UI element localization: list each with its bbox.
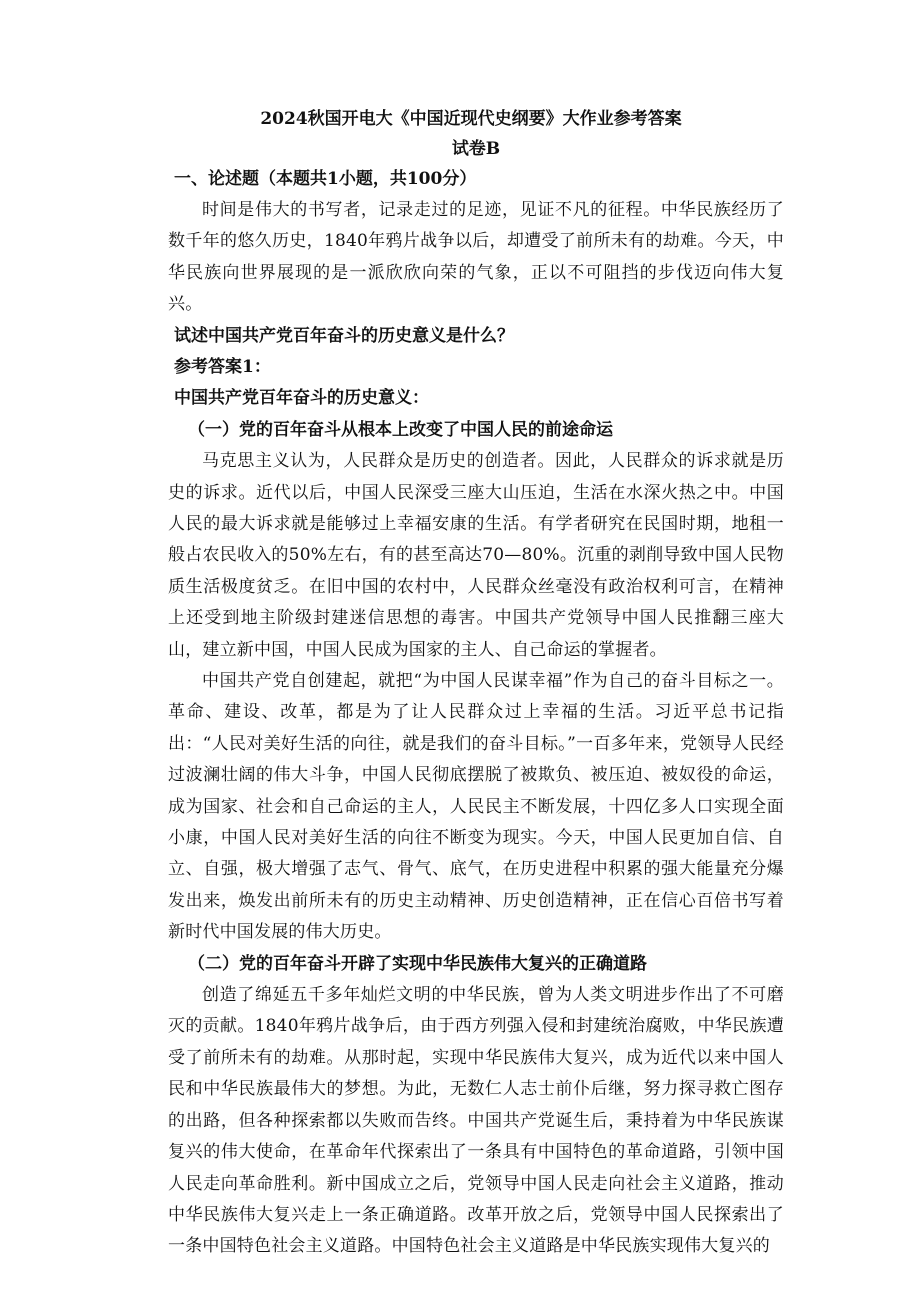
question-text: 试述中国共产党百年奋斗的历史意义是什么？ [174,325,514,346]
answer-label: 参考答案1： [174,357,271,378]
point2-paragraph-1: 创造了绵延五千多年灿烂文明的中华民族，曾为人类文明进步作出了不可磨灭的贡献。1840年鸦片战争后，由于西方列强入侵和封建统治腐败，中华民族遭受了前所未有的劫难。从那时起，实现中华民族伟大复兴，成为近代以来中国人民和中华民族最伟大的梦想。为此，无数仁人志士前仆后继，努力探寻救亡图存的出路，但各种探索都以失败而告终。中国共产党诞生后，秉持着为中华民族谋复兴的伟大使命，在革命年代探索出了一条具有中国特色的革命道路，引领中国人民走向革命胜利。新中国成立之后，党领导中国人民走向社会主义道路，推动中华民族伟大复兴走上一条正确道路。改革开放之后，党领导中国人民探索出了一条中国特色社会主义道路。中国特色社会主义道路是中华民族实现伟大复兴的 [168,985,784,1257]
point1-paragraph-2: 中国共产党自创建起，就把“为中国人民谋幸福”作为自己的奋斗目标之一。革命、建设、改革，都是为了让人民群众过上幸福的生活。习近平总书记指出：“人民对美好生活的向往，就是我们的奋斗目标。”一百多年来，党领导人民经过波澜壮阔的伟大斗争，中国人民彻底摆脱了被欺负、被压迫、被奴役的命运，成为国家、社会和自己命运的主人，人民民主不断发展，十四亿多人口实现全面小康，中国人民对美好生活的向往不断变为现实。今天，中国人民更加自信、自立、自强，极大增强了志气、骨气、底气，在历史进程中积累的强大能量充分爆发出来，焕发出前所未有的历史主动精神、历史创造精神，正在信心百倍书写着新时代中国发展的伟大历史。 [168,671,784,943]
point1-paragraph-1: 马克思主义认为，人民群众是历史的创造者。因此，人民群众的诉求就是历史的诉求。近代以后，中国人民深受三座大山压迫，生活在水深火热之中。中国人民的最大诉求就是能够过上幸福安康的生活。有学者研究在民国时期，地租一般占农民收入的50%左右，有的甚至高达70—80%。沉重的剥削导致中国人民物质生活极度贫乏。在旧中国的农村中，人民群众丝毫没有政治权利可言，在精神上还受到地主阶级封建迷信思想的毒害。中国共产党领导中国人民推翻三座大山，建立新中国，中国人民成为国家的主人、自己命运的掌握者。 [168,451,784,660]
point2-heading: （二）党的百年奋斗开辟了实现中华民族伟大复兴的正确道路 [188,953,647,974]
document-title: 2024秋国开电大《中国近现代史纲要》大作业参考答案 [260,109,682,129]
document-subtitle: 试卷B [451,139,501,159]
section-heading: 一、论述题（本题共1小题，共100分） [174,169,477,189]
answer-heading: 中国共产党百年奋斗的历史意义： [174,388,429,409]
intro-paragraph: 时间是伟大的书写者，记录走过的足迹，见证不凡的征程。中华民族经历了数千年的悠久历史，1840年鸦片战争以后，却遭受了前所未有的劫难。今天，中华民族向世界展现的是一派欣欣向荣的气象，正以不可阻挡的步伐迈向伟大复兴。 [168,200,784,315]
point1-heading: （一）党的百年奋斗从根本上改变了中国人民的前途命运 [188,419,613,440]
document-page [168,104,784,1263]
